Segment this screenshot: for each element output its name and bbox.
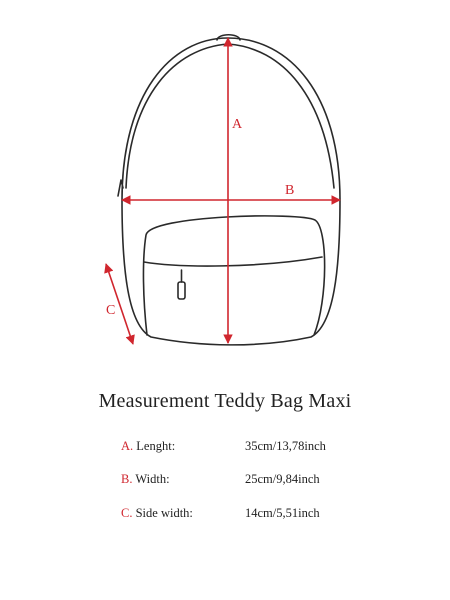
zipper-pull — [178, 282, 185, 299]
measurement-value: 35cm/13,78inch — [245, 439, 326, 453]
backpack-outline — [118, 35, 340, 345]
side-panel-seam — [126, 44, 334, 188]
measurement-row-side-width — [0, 506, 450, 526]
measurement-key: B. Width: — [121, 472, 170, 486]
label-c: C — [106, 303, 116, 318]
measurement-row-length — [0, 439, 450, 459]
page-title: Measurement Teddy Bag Maxi — [98, 390, 352, 412]
label-a: A — [232, 117, 243, 132]
measurement-name: Side width: — [135, 506, 193, 520]
measurement-lines — [106, 38, 340, 344]
measurement-value: 25cm/9,84inch — [245, 472, 320, 486]
measurement-row-width — [0, 472, 450, 492]
pocket-zipper — [144, 257, 322, 266]
bag-body — [122, 38, 340, 345]
measurement-name: Lenght: — [136, 439, 176, 453]
front-pocket — [143, 216, 324, 335]
measurement-key: C. Side width: — [121, 506, 193, 520]
label-b: B — [285, 183, 295, 198]
measurement-key: A. Lenght: — [121, 439, 176, 453]
measurement-value: 14cm/5,51inch — [245, 506, 320, 520]
measurement-name: Width: — [135, 472, 170, 486]
